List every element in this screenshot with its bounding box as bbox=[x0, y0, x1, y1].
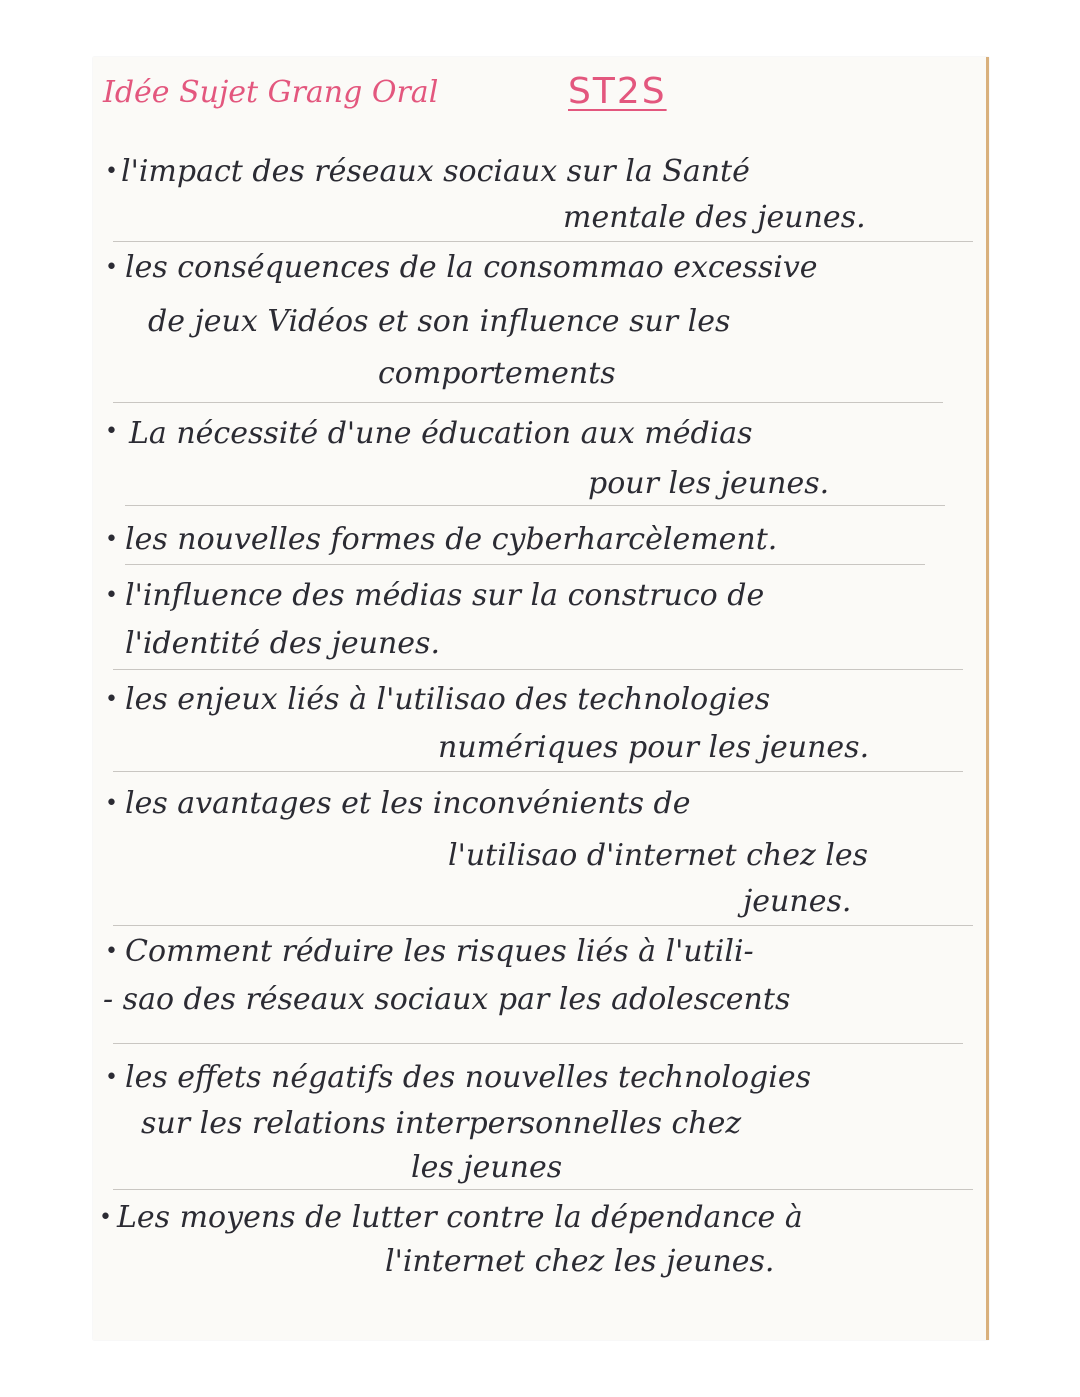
topic-line: mentale des jeunes. bbox=[563, 200, 866, 235]
topic-line: l'internet chez les jeunes. bbox=[385, 1244, 775, 1279]
separator-rule bbox=[113, 241, 973, 242]
bullet-dot: • bbox=[99, 1205, 112, 1230]
bullet-dot: • bbox=[105, 527, 118, 552]
bullet-dot: • bbox=[105, 1065, 118, 1090]
topic-line: les jeunes bbox=[411, 1150, 563, 1185]
separator-rule bbox=[113, 1189, 973, 1190]
topic-line: l'identité des jeunes. bbox=[125, 626, 440, 661]
bullet-dot: • bbox=[105, 687, 118, 712]
page-title: Idée Sujet Grang Oral bbox=[103, 75, 439, 110]
bullet-dot: • bbox=[105, 939, 118, 964]
separator-rule bbox=[113, 402, 943, 403]
bullet-dot: • bbox=[105, 159, 118, 184]
topic-line: les avantages et les inconvénients de bbox=[125, 786, 691, 821]
topic-line: les enjeux liés à l'utilisao des technologies bbox=[125, 682, 771, 717]
bullet-dot: • bbox=[105, 419, 118, 444]
topic-line: La nécessité d'une éducation aux médias bbox=[129, 416, 753, 451]
topic-line: sur les relations interpersonnelles chez bbox=[141, 1106, 742, 1141]
separator-rule bbox=[125, 564, 925, 565]
separator-rule bbox=[113, 669, 963, 670]
topic-line: les conséquences de la consommao excessive bbox=[125, 250, 818, 285]
topic-line: Comment réduire les risques liés à l'utili- bbox=[125, 934, 754, 969]
topic-line: de jeux Vidéos et son influence sur les bbox=[148, 304, 731, 339]
topic-line: comportements bbox=[378, 356, 616, 391]
bullet-dot: • bbox=[105, 255, 118, 280]
notebook-sheet bbox=[93, 57, 989, 1340]
subject-label: ST2S bbox=[568, 71, 667, 112]
topic-line: - sao des réseaux sociaux par les adolescents bbox=[103, 982, 791, 1017]
topic-line: les effets négatifs des nouvelles technologies bbox=[125, 1060, 811, 1095]
topic-line: numériques pour les jeunes. bbox=[438, 730, 870, 765]
topic-line: pour les jeunes. bbox=[588, 466, 830, 501]
topic-line: l'impact des réseaux sociaux sur la Santé bbox=[121, 154, 750, 189]
topic-line: jeunes. bbox=[743, 884, 852, 919]
topic-line: les nouvelles formes de cyberharcèlement. bbox=[125, 522, 778, 557]
topic-line: l'utilisao d'internet chez les bbox=[448, 838, 869, 873]
bullet-dot: • bbox=[105, 791, 118, 816]
separator-rule bbox=[113, 925, 973, 926]
separator-rule bbox=[113, 771, 963, 772]
separator-rule bbox=[125, 505, 945, 506]
separator-rule bbox=[113, 1043, 963, 1044]
topic-line: l'influence des médias sur la construco de bbox=[125, 578, 765, 613]
topic-line: Les moyens de lutter contre la dépendance à bbox=[117, 1200, 803, 1235]
bullet-dot: • bbox=[105, 583, 118, 608]
